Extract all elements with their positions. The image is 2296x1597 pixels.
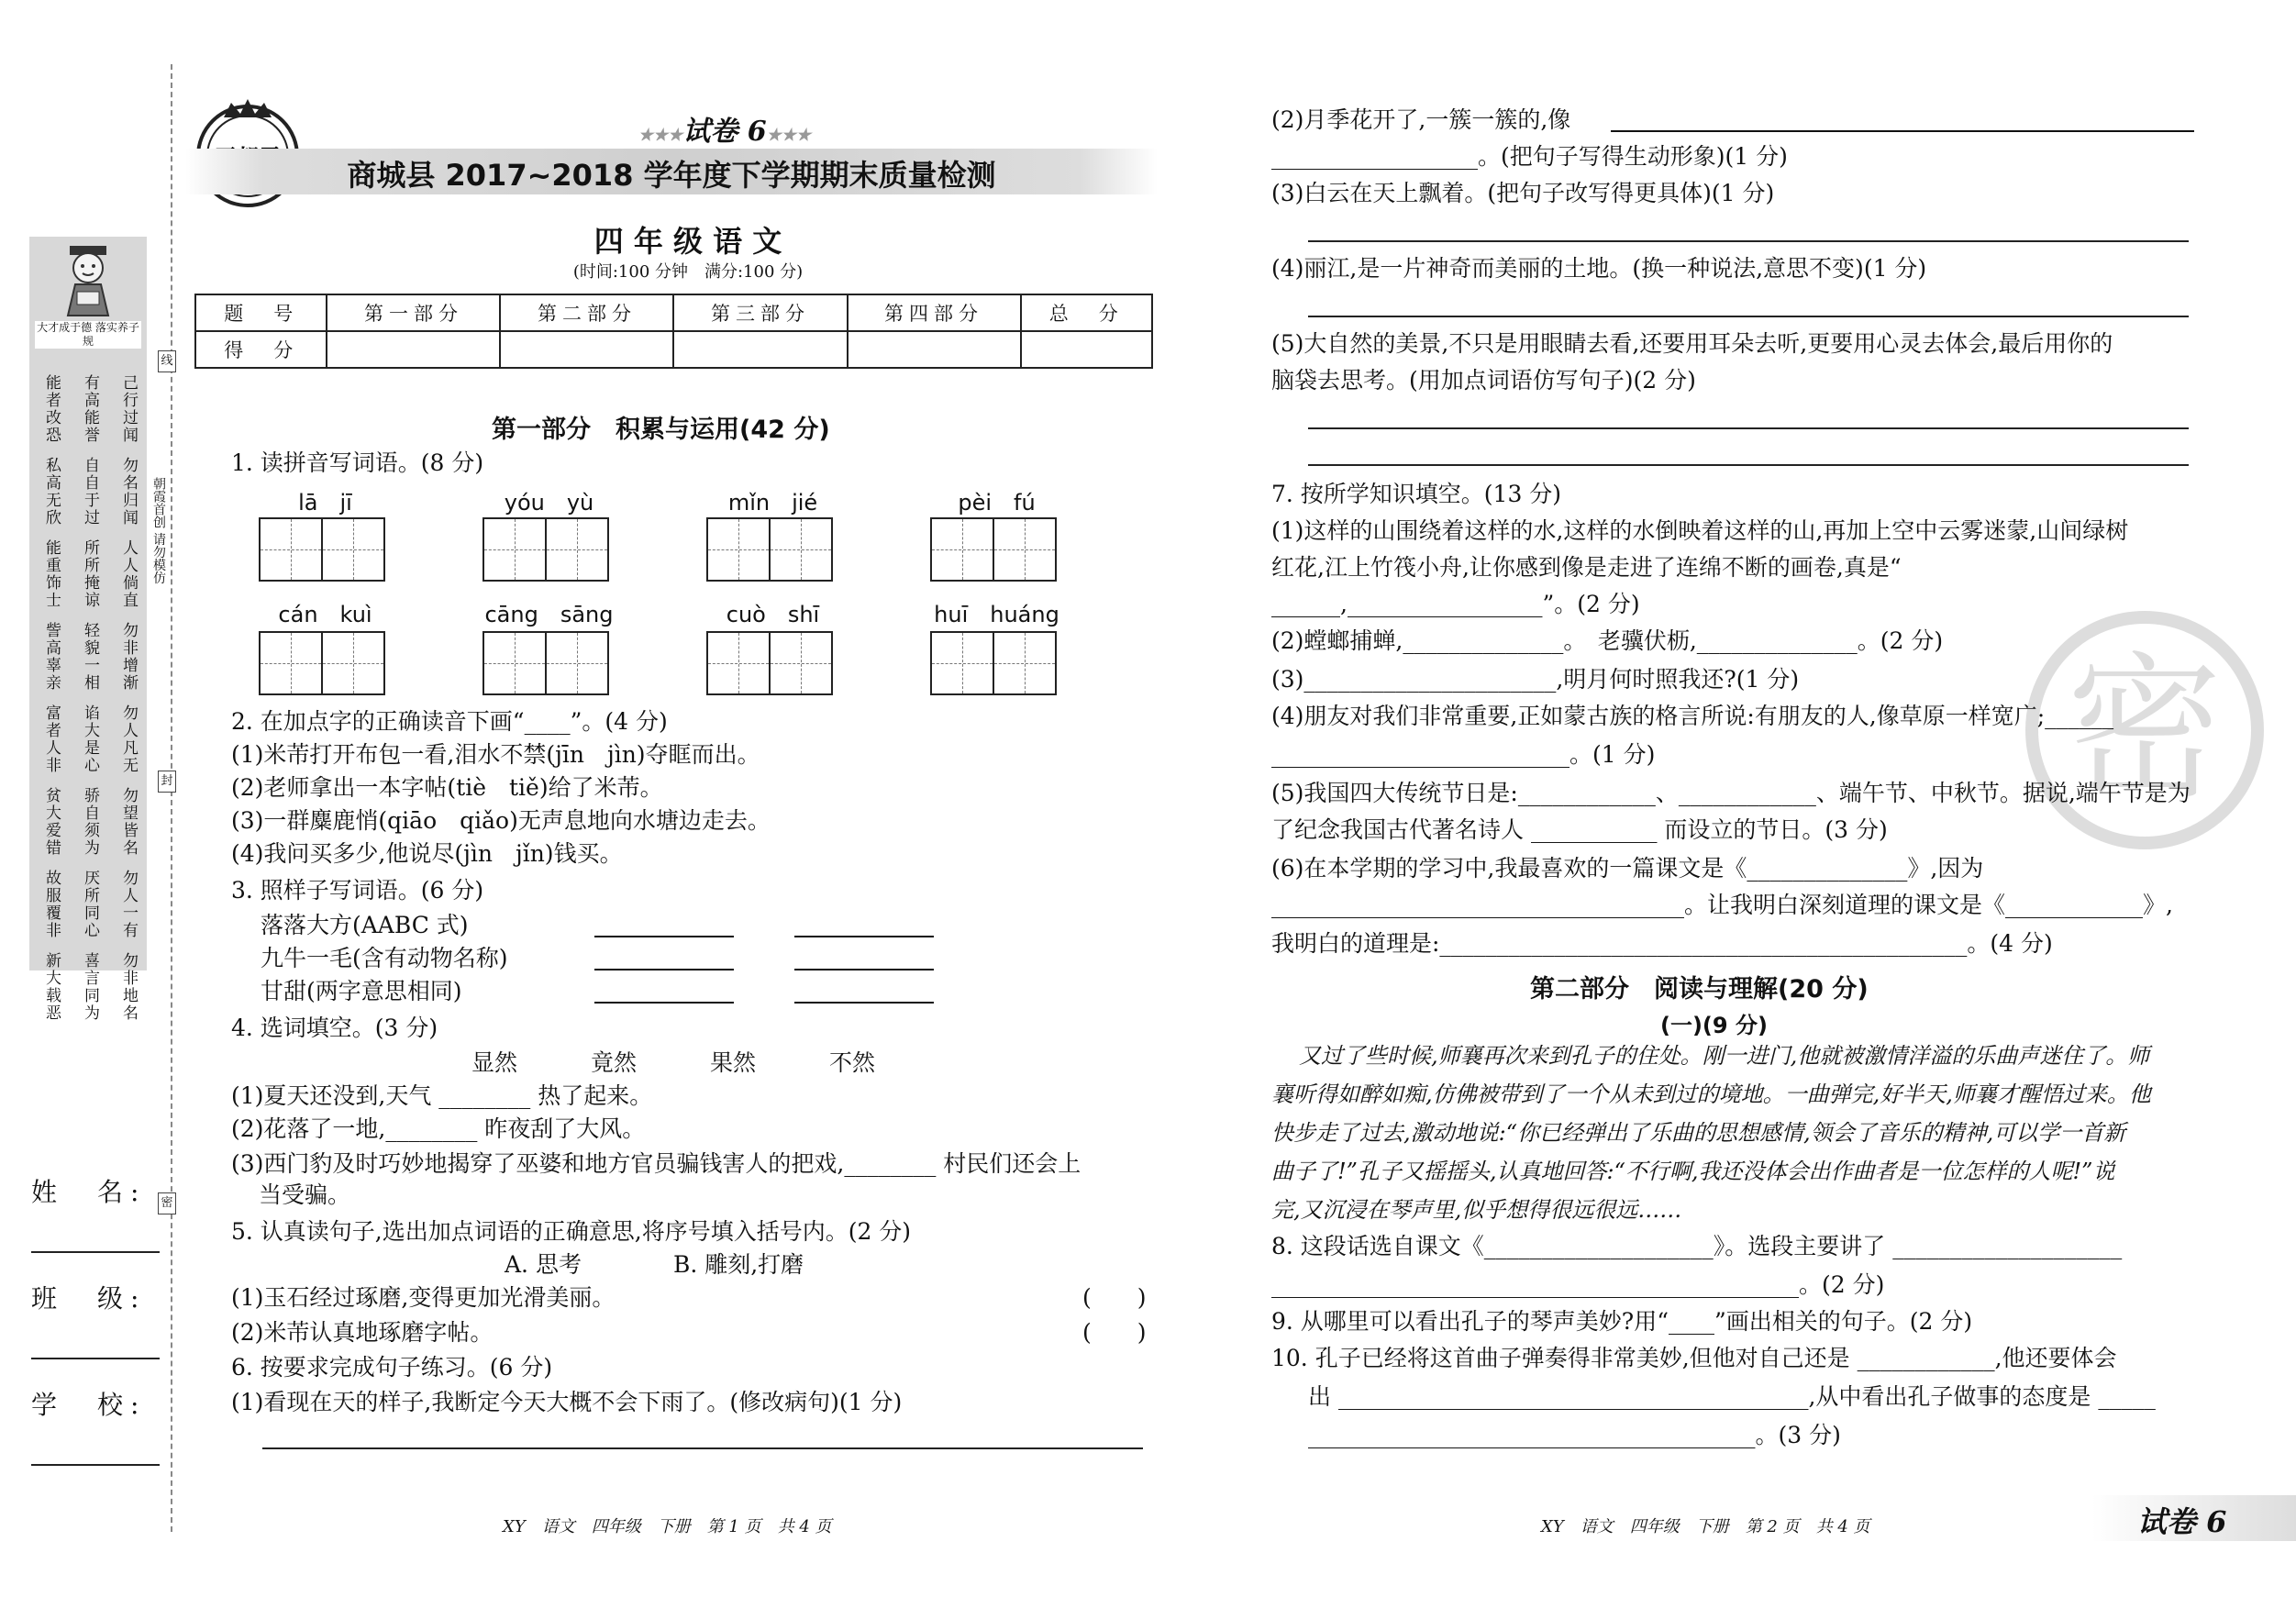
q4-item: (2)花落了一地,________ 昨夜刮了大风。 — [231, 1115, 646, 1142]
verse-group: 勿名归闻 自自于过 私高无欣 — [42, 457, 138, 527]
q3-answer-blank[interactable] — [594, 980, 734, 1004]
q6-item: (3)白云在天上飘着。(把句子改写得更具体)(1 分) — [1271, 180, 1775, 206]
reading-passage — [1271, 1037, 2198, 1229]
seal-mark-copyright: 朝霞首创 请勿模仿 — [151, 477, 166, 584]
score-cell[interactable] — [848, 331, 1021, 368]
school-field[interactable] — [31, 1462, 160, 1466]
score-cell[interactable] — [673, 331, 847, 368]
q4-option: 显然 — [471, 1049, 518, 1076]
time-info: (时间:100 分钟 满分:100 分) — [572, 262, 804, 282]
char-grid[interactable] — [930, 517, 1055, 582]
q8-text: 8. 这段话选自课文《____________________》。选段主要讲了 ____________________ — [1271, 1233, 2123, 1259]
q10-text: 10. 孔子已经将这首曲子弹奏得非常美妙,但他对自己还是 ____________,他还要体会 — [1271, 1345, 2117, 1371]
q5-answer-paren[interactable]: ( ) — [1082, 1284, 1147, 1311]
score-cell[interactable] — [327, 331, 500, 368]
student-info — [31, 1172, 160, 1466]
q7-item: 红花,江上竹筏小舟,让你感到像是走进了连绵不断的画卷,真是“ — [1271, 554, 1902, 581]
q1-text: 1. 读拼音写词语。(8 分) — [231, 449, 484, 476]
passage-line: 完,又沉浸在琴声里,似乎想得很远很远…… — [1271, 1197, 1682, 1223]
q6-answer-line[interactable] — [1308, 240, 2189, 242]
q7-item: __________________________。(1 分) — [1271, 741, 1656, 768]
q7-item: (4)朋友对我们非常重要,正如蒙古族的格言所说:有朋友的人,像草原一样宽广;______ — [1271, 703, 2114, 729]
verse-group: 勿非增渐 轻貌一相 訾高辜亲 — [42, 622, 138, 692]
verse-group: 勿人一有 厌所同心 故服覆非 — [42, 870, 138, 939]
q5-answer-paren[interactable]: ( ) — [1082, 1319, 1147, 1346]
q7-item: (1)这样的山围绕着这样的水,这样的水倒映着这样的山,再加上空中云雾迷蒙,山间绿树 — [1271, 517, 2129, 544]
score-cell[interactable] — [1021, 331, 1152, 368]
char-grid[interactable] — [706, 631, 831, 695]
q7-item: 了纪念我国古代著名诗人 ___________ 而设立的节日。(3 分) — [1271, 816, 1888, 843]
class-label: 班 级: — [31, 1283, 147, 1314]
q5-item: (2)米芾认真地琢磨字帖。 — [231, 1319, 494, 1346]
part2-title: 第二部分 阅读与理解(20 分) — [1530, 975, 1869, 1004]
score-header: 第三部分 — [673, 294, 847, 331]
scholar-mascot-icon — [57, 244, 119, 317]
sidebar-verses — [42, 374, 138, 1035]
school-label: 学 校: — [31, 1390, 147, 1420]
q10-text: 出 _________________________________________,从中看出孔子做事的态度是 _____ — [1308, 1383, 2156, 1410]
pinyin-group: cuò shī — [726, 602, 820, 627]
char-grid[interactable] — [259, 517, 383, 582]
q2-item: (4)我问买多少,他说尽(jìn jǐn)钱买。 — [231, 840, 623, 867]
q6-answer-line[interactable] — [1308, 464, 2189, 466]
pinyin-group: cāng sāng — [484, 602, 614, 627]
q4-option: 不然 — [829, 1049, 876, 1076]
pinyin-group: pèi fú — [958, 490, 1036, 516]
seal-mark-seal: 封 — [158, 771, 176, 793]
q3-answer-blank[interactable] — [594, 914, 734, 937]
secret-watermark: 密 — [2025, 611, 2264, 849]
verse-group: 勿非地名 喜言同为 新大载恶 — [42, 952, 138, 1022]
pinyin-group: mǐn jié — [727, 490, 818, 516]
q4-option: 竟然 — [591, 1049, 638, 1076]
score-header: 第四部分 — [848, 294, 1021, 331]
binding-dashed-line — [171, 64, 172, 1532]
q7-text: 7. 按所学知识填空。(13 分) — [1271, 481, 1562, 507]
sidebar-slogan: 大才成于德 落实养子规 — [35, 321, 141, 349]
q4-text: 4. 选词填空。(3 分) — [231, 1015, 438, 1041]
q6-text: 6. 按要求完成句子练习。(6 分) — [231, 1354, 553, 1381]
score-header: 第一部分 — [327, 294, 500, 331]
seal-mark-secret: 密 — [158, 1192, 176, 1214]
q6-item: (5)大自然的美景,不只是用眼睛去看,还要用耳朵去听,更要用心灵去体会,最后用你的 — [1271, 330, 2113, 357]
q7-item: (3)______________________,明月何时照我还?(1 分) — [1271, 666, 1800, 693]
score-row-label: 得 分 — [195, 331, 327, 368]
q6-item: __________________。(把句子写得生动形象)(1 分) — [1271, 143, 1788, 170]
q10-text: _______________________________________。(3 分) — [1308, 1422, 1841, 1448]
q7-item: (2)螳螂捕蝉,______________。 老骥伏枥,______________。(2 分) — [1271, 627, 1944, 654]
q6-item: (1)看现在天的样子,我断定今天大概不会下雨了。(修改病句)(1 分) — [231, 1389, 903, 1415]
q5-text: 5. 认真读句子,选出加点词语的正确意思,将序号填入括号内。(2 分) — [231, 1218, 912, 1245]
q7-item: ____________________________________。让我明白深刻道理的课文是《____________》, — [1271, 892, 2173, 918]
part2-subtitle: (一)(9 分) — [1660, 1013, 1768, 1038]
score-cell[interactable] — [500, 331, 673, 368]
verse-group: 人人倘直 所所掩谅 能重饰士 — [42, 539, 138, 609]
q3-item: 甘甜(两字意思相同) — [261, 978, 462, 1004]
q2-item: (2)老师拿出一本字帖(tiè tiě)给了米芾。 — [231, 774, 663, 801]
score-header: 总 分 — [1021, 294, 1152, 331]
name-field[interactable] — [31, 1249, 160, 1253]
q3-item: 落落大方(AABC 式) — [261, 912, 469, 938]
q7-item: 我明白的道理是:______________________________________________。(4 分) — [1271, 930, 2053, 957]
score-table — [194, 294, 1153, 369]
char-grid[interactable] — [706, 517, 831, 582]
verse-group: 己行过闻 有高能誉 能者改恐 — [42, 374, 138, 444]
q8-text: ______________________________________________。(2 分) — [1271, 1271, 1885, 1298]
char-grid[interactable] — [930, 631, 1055, 695]
moral-sidebar — [29, 237, 147, 1022]
q4-item: (3)西门豹及时巧妙地揭穿了巫婆和地方官员骗钱害人的把戏,________ 村民们还会上 — [231, 1150, 1081, 1177]
q3-answer-blank[interactable] — [594, 947, 734, 970]
q3-answer-blank[interactable] — [794, 947, 934, 970]
name-label: 姓 名: — [31, 1177, 147, 1207]
passage-line: 曲子了!”孔子又摇摇头,认真地回答:“不行啊,我还没体会出作曲者是一位怎样的人呢!”说 — [1271, 1159, 2115, 1184]
q3-answer-blank[interactable] — [794, 914, 934, 937]
q3-answer-blank[interactable] — [794, 980, 934, 1004]
char-grid[interactable] — [482, 631, 607, 695]
verse-group: 勿望皆名 骄自须为 贫大爱错 — [42, 787, 138, 857]
pinyin-group: huī huáng — [934, 602, 1059, 627]
q4-item: (1)夏天还没到,天气 ________ 热了起来。 — [231, 1082, 653, 1109]
score-header: 第二部分 — [500, 294, 673, 331]
paper-label: ★★★试卷 6★★★ — [638, 116, 812, 148]
q7-item: (6)在本学期的学习中,我最喜欢的一篇课文是《______________》,因为 — [1271, 855, 1984, 882]
q7-item: (5)我国四大传统节日是:____________、____________、端午节、中秋节。据说,端午节是为 — [1271, 780, 2191, 806]
passage-line: 襄听得如醉如痴,仿佛被带到了一个从未到过的境地。一曲弹完,好半天,师襄才醒悟过来。他 — [1271, 1081, 2151, 1107]
char-grid[interactable] — [259, 631, 383, 695]
q4-item: 当受骗。 — [259, 1181, 351, 1208]
q5-options: A. 思考 B. 雕刻,打磨 — [505, 1251, 804, 1278]
q6-answer-blank[interactable] — [1611, 108, 2194, 132]
q6-answer-line[interactable] — [1308, 316, 2189, 317]
footer-right: XY 语文 四年级 下册 第 2 页 共 4 页 — [1541, 1517, 1870, 1536]
corner-label: 试卷 6 — [2137, 1504, 2227, 1539]
q2-text: 2. 在加点字的正确读音下画“____”。(4 分) — [231, 708, 668, 735]
pinyin-group: cán kuì — [278, 602, 372, 627]
q6-answer-line[interactable] — [262, 1447, 1143, 1449]
q5-item: (1)玉石经过琢磨,变得更加光滑美丽。 — [231, 1284, 616, 1311]
passage-line: 又过了些时候,师襄再次来到孔子的住处。刚一进门,他就被激情洋溢的乐曲声迷住了。师 — [1299, 1043, 2150, 1069]
pinyin-group: yóu yù — [504, 490, 594, 516]
q3-item: 九牛一毛(含有动物名称) — [261, 945, 508, 971]
q2-item: (3)一群麋鹿悄(qiāo qiǎo)无声息地向水塘边走去。 — [231, 807, 771, 834]
exam-title: 商城县 2017~2018 学年度下学期期末质量检测 — [347, 158, 996, 193]
pinyin-group: lā jī — [298, 490, 352, 516]
seal-mark-line: 线 — [158, 350, 176, 372]
q3-text: 3. 照样子写词语。(6 分) — [231, 877, 484, 904]
passage-line: 快步走了过去,激动地说:“你已经弹出了乐曲的思想感情,领会了音乐的精神,可以学一首新 — [1271, 1120, 2126, 1146]
footer-left: XY 语文 四年级 下册 第 1 页 共 4 页 — [503, 1517, 832, 1536]
class-field[interactable] — [31, 1356, 160, 1359]
q7-item: ______,_________________”。(2 分) — [1271, 591, 1640, 617]
verse-group: 勿人凡无 谄大是心 富者人非 — [42, 704, 138, 774]
char-grid[interactable] — [482, 517, 607, 582]
score-header: 题 号 — [195, 294, 327, 331]
q6-item: (2)月季花开了,一簇一簇的,像 — [1271, 106, 1571, 133]
part1-title: 第一部分 积累与运用(42 分) — [492, 416, 830, 444]
q9-text: 9. 从哪里可以看出孔子的琴声美妙?用“____”画出相关的句子。(2 分) — [1271, 1308, 1973, 1335]
q6-item: 脑袋去思考。(用加点词语仿写句子)(2 分) — [1271, 367, 1696, 394]
q2-item: (1)米芾打开布包一看,泪水不禁(jīn jìn)夺眶而出。 — [231, 741, 760, 768]
q6-item: (4)丽江,是一片神奇而美丽的土地。(换一种说法,意思不变)(1 分) — [1271, 255, 1927, 282]
q6-answer-line[interactable] — [1308, 427, 2189, 429]
q4-option: 果然 — [710, 1049, 757, 1076]
subject-title: 四 年 级 语 文 — [593, 224, 782, 259]
